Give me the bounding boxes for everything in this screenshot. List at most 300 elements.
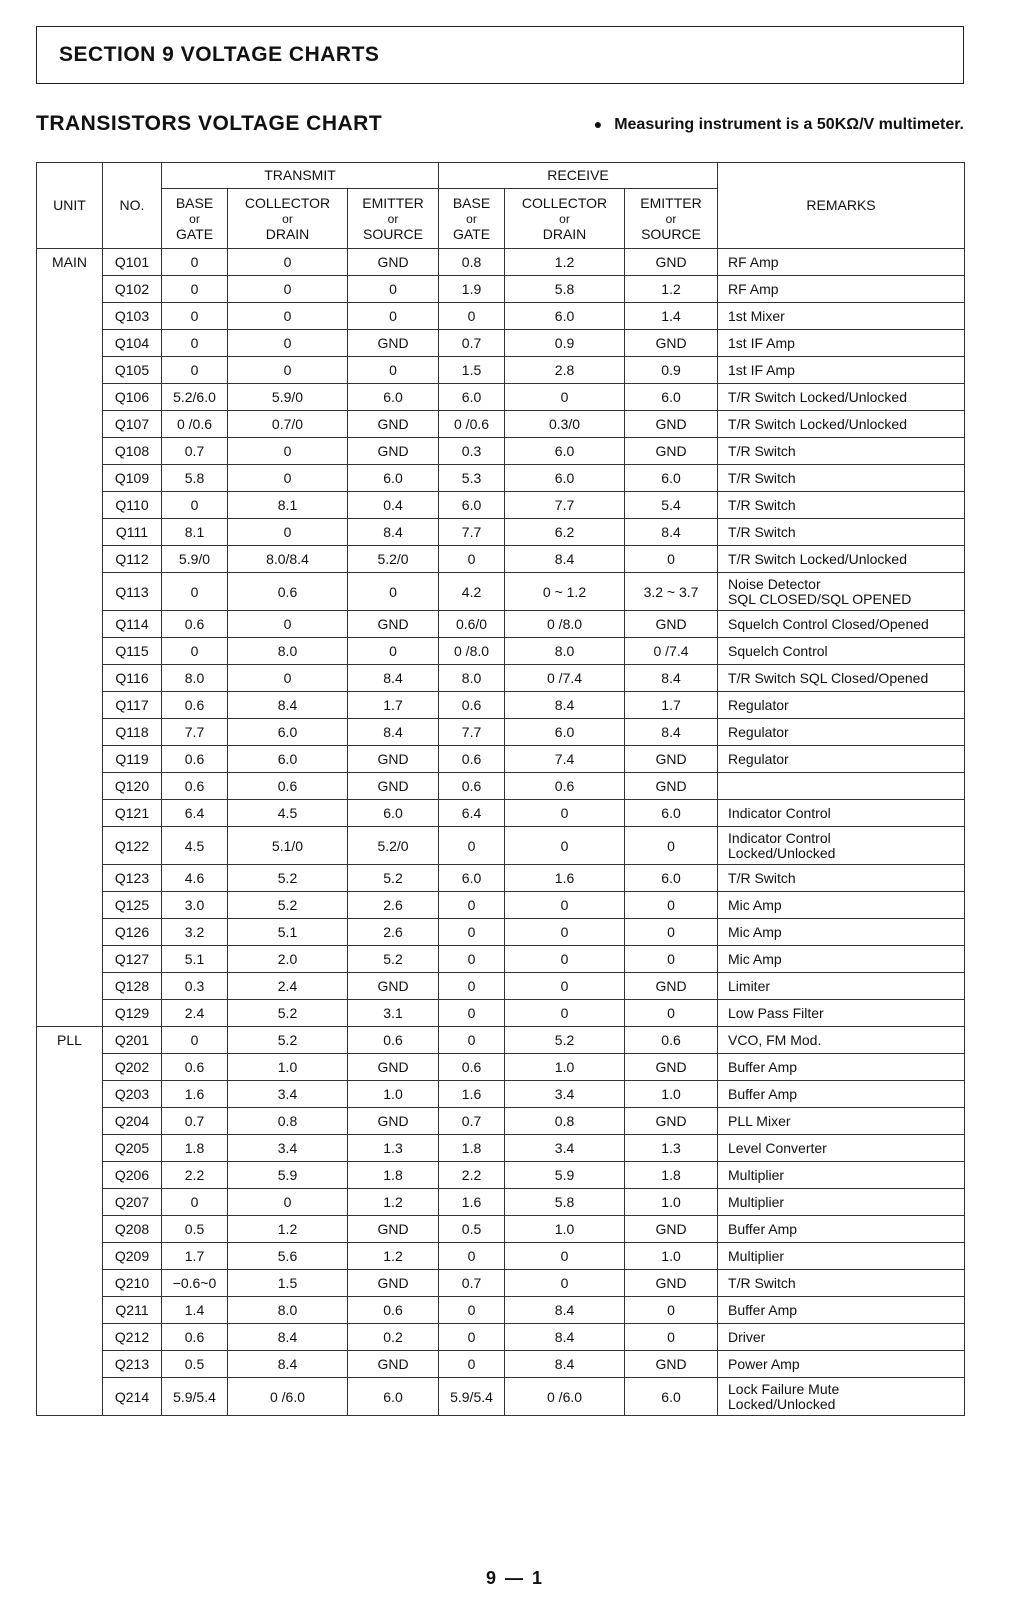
tx-collector-drain-value: 0 <box>228 465 348 492</box>
remarks-cell <box>718 638 965 665</box>
rx-emitter-source-value: 1.3 <box>625 1135 718 1162</box>
remark-line: T/R Switch Locked/Unlocked <box>728 388 907 405</box>
rx-base-gate-value: 0 <box>439 1027 505 1054</box>
tx-emitter-source-value: GND <box>348 973 439 1000</box>
rx-collector-drain-value: 0 <box>505 827 625 865</box>
remark-line: Indicator Control <box>728 804 831 821</box>
tx-emitter-source-value: GND <box>348 773 439 800</box>
rx-base-gate-value: 0 <box>439 946 505 973</box>
tx-collector-drain-value: 8.4 <box>228 1351 348 1378</box>
transistor-voltage-table <box>36 162 965 1416</box>
header-tx-emitter-source: EMITTER or SOURCE <box>348 189 439 249</box>
rx-emitter-source-value: GND <box>625 330 718 357</box>
remark-line: Noise Detector <box>728 575 821 592</box>
remarks-cell <box>718 973 965 1000</box>
tx-base-gate-value: 0.6 <box>162 773 228 800</box>
remark-line: RF Amp <box>728 280 779 297</box>
transistor-number: Q207 <box>103 1189 162 1216</box>
remarks-cell <box>718 800 965 827</box>
remark-line: T/R Switch <box>728 869 796 886</box>
remarks-cell <box>718 611 965 638</box>
table-row <box>37 1162 965 1189</box>
rx-base-gate-value: 0 <box>439 1324 505 1351</box>
tx-collector-drain-value: 8.4 <box>228 1324 348 1351</box>
remark-line: Multiplier <box>728 1166 785 1183</box>
table-row <box>37 1027 965 1054</box>
remark-line: Multiplier <box>728 1247 785 1264</box>
tx-emitter-source-value: 6.0 <box>348 384 439 411</box>
remark-line: T/R Switch <box>728 1274 796 1291</box>
rx-emitter-source-value: 0.6 <box>625 1027 718 1054</box>
rx-collector-drain-value: 6.2 <box>505 519 625 546</box>
rx-emitter-source-value: 0 <box>625 1324 718 1351</box>
table-row <box>37 1378 965 1416</box>
rx-base-gate-value: 0 <box>439 827 505 865</box>
tx-collector-drain-value: 0.6 <box>228 773 348 800</box>
rx-collector-drain-value: 5.8 <box>505 1189 625 1216</box>
tx-collector-drain-value: 0 <box>228 303 348 330</box>
rx-emitter-source-value: 0 <box>625 919 718 946</box>
rx-collector-drain-value: 8.0 <box>505 638 625 665</box>
remark-line: 1st IF Amp <box>728 361 795 378</box>
table-row <box>37 384 965 411</box>
remark-line: T/R Switch Locked/Unlocked <box>728 415 907 432</box>
rx-emitter-source-value: 6.0 <box>625 1378 718 1416</box>
tx-collector-drain-value: 5.6 <box>228 1243 348 1270</box>
rx-collector-drain-value: 3.4 <box>505 1081 625 1108</box>
tx-emitter-source-value: 6.0 <box>348 1378 439 1416</box>
remarks-cell <box>718 692 965 719</box>
rx-collector-drain-value: 0 <box>505 946 625 973</box>
transistor-number: Q205 <box>103 1135 162 1162</box>
table-row <box>37 465 965 492</box>
transistor-number: Q109 <box>103 465 162 492</box>
tx-emitter-source-value: GND <box>348 1351 439 1378</box>
table-row <box>37 865 965 892</box>
remarks-cell <box>718 438 965 465</box>
remarks-cell <box>718 1351 965 1378</box>
remark-line: 1st Mixer <box>728 307 785 324</box>
tx-collector-drain-value: 8.0/8.4 <box>228 546 348 573</box>
remarks-cell <box>718 919 965 946</box>
remarks-cell <box>718 411 965 438</box>
rx-emitter-source-value: 0 <box>625 827 718 865</box>
tx-collector-drain-value: 0 <box>228 249 348 276</box>
rx-collector-drain-value: 1.6 <box>505 865 625 892</box>
rx-emitter-source-value: 8.4 <box>625 519 718 546</box>
tx-collector-drain-value: 3.4 <box>228 1135 348 1162</box>
header-transmit: TRANSMIT <box>162 163 439 189</box>
remarks-cell <box>718 546 965 573</box>
rx-base-gate-value: 4.2 <box>439 573 505 611</box>
remark-line: Low Pass Filter <box>728 1004 824 1021</box>
rx-emitter-source-value: 6.0 <box>625 465 718 492</box>
remark-line: Mic Amp <box>728 923 782 940</box>
tx-base-gate-value: 0.7 <box>162 438 228 465</box>
remark-line: T/R Switch <box>728 469 796 486</box>
rx-emitter-source-value: 0 <box>625 946 718 973</box>
table-row <box>37 973 965 1000</box>
rx-emitter-source-value: GND <box>625 611 718 638</box>
remark-line: Locked/Unlocked <box>728 844 836 861</box>
table-row <box>37 330 965 357</box>
rx-base-gate-value: 0 <box>439 303 505 330</box>
rx-collector-drain-value: 0 <box>505 1270 625 1297</box>
transistor-number: Q106 <box>103 384 162 411</box>
rx-base-gate-value: 0.7 <box>439 330 505 357</box>
tx-base-gate-value: 0.7 <box>162 1108 228 1135</box>
remarks-cell <box>718 665 965 692</box>
remark-line: Limiter <box>728 977 771 994</box>
rx-base-gate-value: 0 <box>439 892 505 919</box>
table-row <box>37 773 965 800</box>
rx-collector-drain-value: 0 /6.0 <box>505 1378 625 1416</box>
rx-base-gate-value: 1.9 <box>439 276 505 303</box>
tx-base-gate-value: 4.5 <box>162 827 228 865</box>
transistor-number: Q107 <box>103 411 162 438</box>
measurement-note <box>594 116 964 134</box>
rx-emitter-source-value: 1.0 <box>625 1189 718 1216</box>
rx-collector-drain-value: 5.9 <box>505 1162 625 1189</box>
transistor-number: Q203 <box>103 1081 162 1108</box>
tx-collector-drain-value: 0 <box>228 611 348 638</box>
tx-collector-drain-value: 0 /6.0 <box>228 1378 348 1416</box>
rx-emitter-source-value: GND <box>625 773 718 800</box>
remarks-cell <box>718 1189 965 1216</box>
rx-collector-drain-value: 6.0 <box>505 719 625 746</box>
tx-base-gate-value: 3.0 <box>162 892 228 919</box>
remarks-cell <box>718 1270 965 1297</box>
tx-emitter-source-value: 1.3 <box>348 1135 439 1162</box>
remarks-cell <box>718 865 965 892</box>
tx-collector-drain-value: 5.2 <box>228 892 348 919</box>
rx-collector-drain-value: 8.4 <box>505 1297 625 1324</box>
rx-base-gate-value: 6.4 <box>439 800 505 827</box>
header-rx-base-gate: BASE or GATE <box>439 189 505 249</box>
remarks-cell <box>718 492 965 519</box>
tx-collector-drain-value: 1.5 <box>228 1270 348 1297</box>
rx-base-gate-value: 0.7 <box>439 1270 505 1297</box>
remark-line: PLL Mixer <box>728 1112 791 1129</box>
rx-base-gate-value: 8.0 <box>439 665 505 692</box>
tx-collector-drain-value: 5.1/0 <box>228 827 348 865</box>
rx-collector-drain-value: 2.8 <box>505 357 625 384</box>
tx-emitter-source-value: GND <box>348 438 439 465</box>
section-header-box <box>36 26 964 84</box>
tx-collector-drain-value: 3.4 <box>228 1081 348 1108</box>
table-row <box>37 719 965 746</box>
rx-collector-drain-value: 8.4 <box>505 546 625 573</box>
tx-emitter-source-value: 8.4 <box>348 665 439 692</box>
table-row <box>37 1108 965 1135</box>
rx-collector-drain-value: 1.2 <box>505 249 625 276</box>
rx-emitter-source-value: 0 <box>625 892 718 919</box>
rx-emitter-source-value: 0 <box>625 546 718 573</box>
table-row <box>37 746 965 773</box>
rx-collector-drain-value: 0 <box>505 1000 625 1027</box>
rx-collector-drain-value: 0 <box>505 919 625 946</box>
remark-line: Power Amp <box>728 1355 800 1372</box>
tx-collector-drain-value: 8.0 <box>228 1297 348 1324</box>
remarks-cell <box>718 384 965 411</box>
remark-line: VCO, FM Mod. <box>728 1031 822 1048</box>
transistor-number: Q210 <box>103 1270 162 1297</box>
tx-collector-drain-value: 0 <box>228 438 348 465</box>
remark-line: Locked/Unlocked <box>728 1395 836 1412</box>
rx-emitter-source-value: 0.9 <box>625 357 718 384</box>
chart-title: TRANSISTORS VOLTAGE CHART <box>36 112 383 135</box>
tx-collector-drain-value: 5.2 <box>228 1000 348 1027</box>
remark-line: Multiplier <box>728 1193 785 1210</box>
remark-line: Regulator <box>728 723 789 740</box>
rx-base-gate-value: 7.7 <box>439 519 505 546</box>
remarks-cell <box>718 1243 965 1270</box>
rx-base-gate-value: 0.8 <box>439 249 505 276</box>
header-tx-collector-drain: COLLECTOR or DRAIN <box>228 189 348 249</box>
transistor-number: Q128 <box>103 973 162 1000</box>
rx-base-gate-value: 0.6 <box>439 1054 505 1081</box>
tx-collector-drain-value: 8.0 <box>228 638 348 665</box>
remarks-cell <box>718 303 965 330</box>
tx-emitter-source-value: GND <box>348 249 439 276</box>
table-row <box>37 692 965 719</box>
tx-collector-drain-value: 0.8 <box>228 1108 348 1135</box>
tx-collector-drain-value: 0 <box>228 665 348 692</box>
unit-cell: PLL <box>37 1027 103 1416</box>
tx-emitter-source-value: 6.0 <box>348 465 439 492</box>
tx-emitter-source-value: GND <box>348 611 439 638</box>
tx-collector-drain-value: 8.4 <box>228 692 348 719</box>
transistor-number: Q104 <box>103 330 162 357</box>
tx-base-gate-value: 0 <box>162 249 228 276</box>
tx-base-gate-value: 0.6 <box>162 611 228 638</box>
rx-base-gate-value: 0 <box>439 1000 505 1027</box>
rx-base-gate-value: 1.6 <box>439 1189 505 1216</box>
remarks-cell <box>718 773 965 800</box>
tx-emitter-source-value: 5.2/0 <box>348 546 439 573</box>
rx-base-gate-value: 5.9/5.4 <box>439 1378 505 1416</box>
rx-collector-drain-value: 0 <box>505 800 625 827</box>
tx-base-gate-value: 8.1 <box>162 519 228 546</box>
header-rx-collector-drain: COLLECTOR or DRAIN <box>505 189 625 249</box>
tx-emitter-source-value: 5.2/0 <box>348 827 439 865</box>
tx-base-gate-value: 1.4 <box>162 1297 228 1324</box>
rx-base-gate-value: 0.6/0 <box>439 611 505 638</box>
remark-line: Regulator <box>728 750 789 767</box>
tx-base-gate-value: 0 <box>162 492 228 519</box>
tx-emitter-source-value: 0 <box>348 303 439 330</box>
transistor-number: Q108 <box>103 438 162 465</box>
rx-emitter-source-value: GND <box>625 746 718 773</box>
transistor-number: Q120 <box>103 773 162 800</box>
remark-line: RF Amp <box>728 253 779 270</box>
tx-base-gate-value: 0 <box>162 573 228 611</box>
table-row <box>37 892 965 919</box>
rx-collector-drain-value: 0.9 <box>505 330 625 357</box>
rx-emitter-source-value: 1.2 <box>625 276 718 303</box>
rx-collector-drain-value: 5.8 <box>505 276 625 303</box>
table-row <box>37 573 965 611</box>
transistor-number: Q201 <box>103 1027 162 1054</box>
tx-emitter-source-value: GND <box>348 330 439 357</box>
transistor-number: Q121 <box>103 800 162 827</box>
tx-emitter-source-value: 0 <box>348 573 439 611</box>
rx-collector-drain-value: 0.6 <box>505 773 625 800</box>
transistor-number: Q206 <box>103 1162 162 1189</box>
rx-collector-drain-value: 5.2 <box>505 1027 625 1054</box>
bullet-icon: ● <box>593 116 603 132</box>
transistor-number: Q126 <box>103 919 162 946</box>
rx-base-gate-value: 1.5 <box>439 357 505 384</box>
rx-base-gate-value: 0.5 <box>439 1216 505 1243</box>
remarks-cell <box>718 1216 965 1243</box>
table-row <box>37 546 965 573</box>
rx-base-gate-value: 7.7 <box>439 719 505 746</box>
rx-collector-drain-value: 0.3/0 <box>505 411 625 438</box>
rx-emitter-source-value: 1.0 <box>625 1081 718 1108</box>
tx-base-gate-value: 0 <box>162 330 228 357</box>
rx-collector-drain-value: 0 <box>505 973 625 1000</box>
tx-emitter-source-value: 0.6 <box>348 1297 439 1324</box>
tx-base-gate-value: 0.5 <box>162 1216 228 1243</box>
rx-emitter-source-value: GND <box>625 1270 718 1297</box>
rx-emitter-source-value: GND <box>625 249 718 276</box>
rx-base-gate-value: 5.3 <box>439 465 505 492</box>
remarks-cell <box>718 573 965 611</box>
remarks-cell <box>718 1162 965 1189</box>
table-row <box>37 1297 965 1324</box>
remark-line: T/R Switch Locked/Unlocked <box>728 550 907 567</box>
transistor-number: Q209 <box>103 1243 162 1270</box>
tx-base-gate-value: 2.4 <box>162 1000 228 1027</box>
rx-collector-drain-value: 0 ~ 1.2 <box>505 573 625 611</box>
table-row <box>37 946 965 973</box>
tx-emitter-source-value: 0.4 <box>348 492 439 519</box>
table-row <box>37 665 965 692</box>
tx-emitter-source-value: 5.2 <box>348 946 439 973</box>
table-row <box>37 1324 965 1351</box>
tx-collector-drain-value: 0 <box>228 330 348 357</box>
tx-collector-drain-value: 2.4 <box>228 973 348 1000</box>
remarks-cell <box>718 1108 965 1135</box>
tx-emitter-source-value: 2.6 <box>348 919 439 946</box>
table-row <box>37 1081 965 1108</box>
remark-line: Buffer Amp <box>728 1085 798 1102</box>
tx-collector-drain-value: 0.6 <box>228 573 348 611</box>
rx-collector-drain-value: 8.4 <box>505 692 625 719</box>
transistor-number: Q213 <box>103 1351 162 1378</box>
table-body <box>37 249 965 1416</box>
rx-base-gate-value: 2.2 <box>439 1162 505 1189</box>
remarks-cell <box>718 1378 965 1416</box>
tx-emitter-source-value: 1.2 <box>348 1243 439 1270</box>
tx-collector-drain-value: 5.9 <box>228 1162 348 1189</box>
tx-base-gate-value: 0.6 <box>162 1054 228 1081</box>
unit-cell: MAIN <box>37 249 103 1027</box>
remark-line: Squelch Control Closed/Opened <box>728 615 929 632</box>
remarks-cell <box>718 827 965 865</box>
rx-emitter-source-value: 0 /7.4 <box>625 638 718 665</box>
rx-base-gate-value: 0 <box>439 973 505 1000</box>
tx-collector-drain-value: 1.2 <box>228 1216 348 1243</box>
header-unit: UNIT <box>37 163 103 249</box>
tx-emitter-source-value: 5.2 <box>348 865 439 892</box>
remarks-cell <box>718 357 965 384</box>
table-row <box>37 800 965 827</box>
table-row <box>37 1000 965 1027</box>
tx-base-gate-value: 7.7 <box>162 719 228 746</box>
tx-collector-drain-value: 0 <box>228 519 348 546</box>
tx-collector-drain-value: 6.0 <box>228 719 348 746</box>
tx-base-gate-value: 5.9/5.4 <box>162 1378 228 1416</box>
tx-base-gate-value: −0.6~0 <box>162 1270 228 1297</box>
tx-base-gate-value: 1.6 <box>162 1081 228 1108</box>
header-tx-base-gate: BASE or GATE <box>162 189 228 249</box>
rx-emitter-source-value: 1.0 <box>625 1243 718 1270</box>
table-row <box>37 638 965 665</box>
tx-emitter-source-value: GND <box>348 1054 439 1081</box>
rx-base-gate-value: 0 <box>439 919 505 946</box>
tx-base-gate-value: 5.2/6.0 <box>162 384 228 411</box>
rx-emitter-source-value: GND <box>625 1216 718 1243</box>
transistor-number: Q114 <box>103 611 162 638</box>
remark-line: Lock Failure Mute <box>728 1380 840 1397</box>
transistor-number: Q116 <box>103 665 162 692</box>
rx-collector-drain-value: 7.4 <box>505 746 625 773</box>
tx-base-gate-value: 2.2 <box>162 1162 228 1189</box>
rx-collector-drain-value: 1.0 <box>505 1054 625 1081</box>
tx-base-gate-value: 0 /0.6 <box>162 411 228 438</box>
table-row <box>37 611 965 638</box>
rx-collector-drain-value: 1.0 <box>505 1216 625 1243</box>
remarks-cell <box>718 519 965 546</box>
tx-collector-drain-value: 5.2 <box>228 1027 348 1054</box>
tx-emitter-source-value: 0 <box>348 276 439 303</box>
transistor-number: Q123 <box>103 865 162 892</box>
rx-collector-drain-value: 0 /8.0 <box>505 611 625 638</box>
header-receive: RECEIVE <box>439 163 718 189</box>
rx-emitter-source-value: 8.4 <box>625 665 718 692</box>
tx-emitter-source-value: 0 <box>348 638 439 665</box>
remarks-cell <box>718 330 965 357</box>
remarks-cell <box>718 946 965 973</box>
rx-base-gate-value: 6.0 <box>439 492 505 519</box>
tx-emitter-source-value: GND <box>348 411 439 438</box>
rx-base-gate-value: 6.0 <box>439 384 505 411</box>
tx-base-gate-value: 0 <box>162 638 228 665</box>
tx-emitter-source-value: GND <box>348 1270 439 1297</box>
transistor-number: Q117 <box>103 692 162 719</box>
rx-emitter-source-value: 5.4 <box>625 492 718 519</box>
transistor-number: Q101 <box>103 249 162 276</box>
table-row <box>37 357 965 384</box>
transistor-number: Q129 <box>103 1000 162 1027</box>
rx-base-gate-value: 0.6 <box>439 692 505 719</box>
rx-collector-drain-value: 0.8 <box>505 1108 625 1135</box>
transistor-number: Q105 <box>103 357 162 384</box>
table-row <box>37 519 965 546</box>
rx-collector-drain-value: 0 <box>505 384 625 411</box>
tx-emitter-source-value: 3.1 <box>348 1000 439 1027</box>
rx-collector-drain-value: 8.4 <box>505 1351 625 1378</box>
table-row <box>37 411 965 438</box>
remark-line: Mic Amp <box>728 896 782 913</box>
remark-line: Buffer Amp <box>728 1220 798 1237</box>
rx-emitter-source-value: 0 <box>625 1000 718 1027</box>
transistor-number: Q102 <box>103 276 162 303</box>
rx-emitter-source-value: GND <box>625 438 718 465</box>
remark-line: T/R Switch <box>728 496 796 513</box>
